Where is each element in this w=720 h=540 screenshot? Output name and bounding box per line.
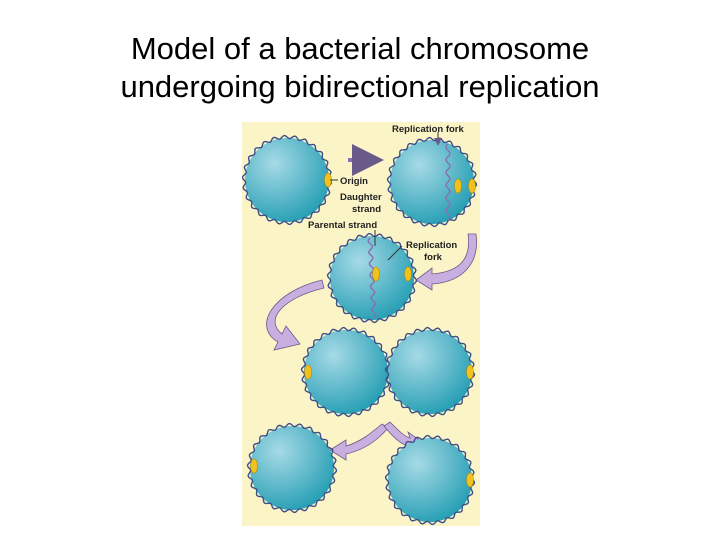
slide-title bbox=[0, 30, 720, 106]
origin-marker-3b bbox=[405, 267, 412, 281]
origin-marker-5 bbox=[467, 365, 474, 379]
origin-marker-2b bbox=[469, 179, 476, 193]
origin-marker-2a bbox=[455, 179, 462, 193]
label-daughter-strand-2: strand bbox=[352, 204, 382, 215]
replication-diagram bbox=[242, 122, 480, 526]
origin-marker-7 bbox=[467, 473, 474, 487]
label-replication-fork-mid-2: fork bbox=[424, 252, 442, 263]
label-daughter-strand-1: Daughter bbox=[340, 192, 382, 203]
label-origin: Origin bbox=[340, 176, 368, 187]
title-line-2: undergoing bidirectional replication bbox=[120, 69, 600, 104]
title-line-1: Model of a bacterial chromosome bbox=[130, 31, 590, 66]
label-parental-strand: Parental strand bbox=[308, 220, 378, 231]
label-replication-fork-top: Replication fork bbox=[392, 124, 464, 135]
origin-marker-4 bbox=[305, 365, 312, 379]
label-replication-fork-mid-1: Replication bbox=[406, 240, 458, 251]
replication-diagram-svg bbox=[242, 122, 480, 526]
origin-marker-6 bbox=[251, 459, 258, 473]
origin-marker-3a bbox=[373, 267, 380, 281]
